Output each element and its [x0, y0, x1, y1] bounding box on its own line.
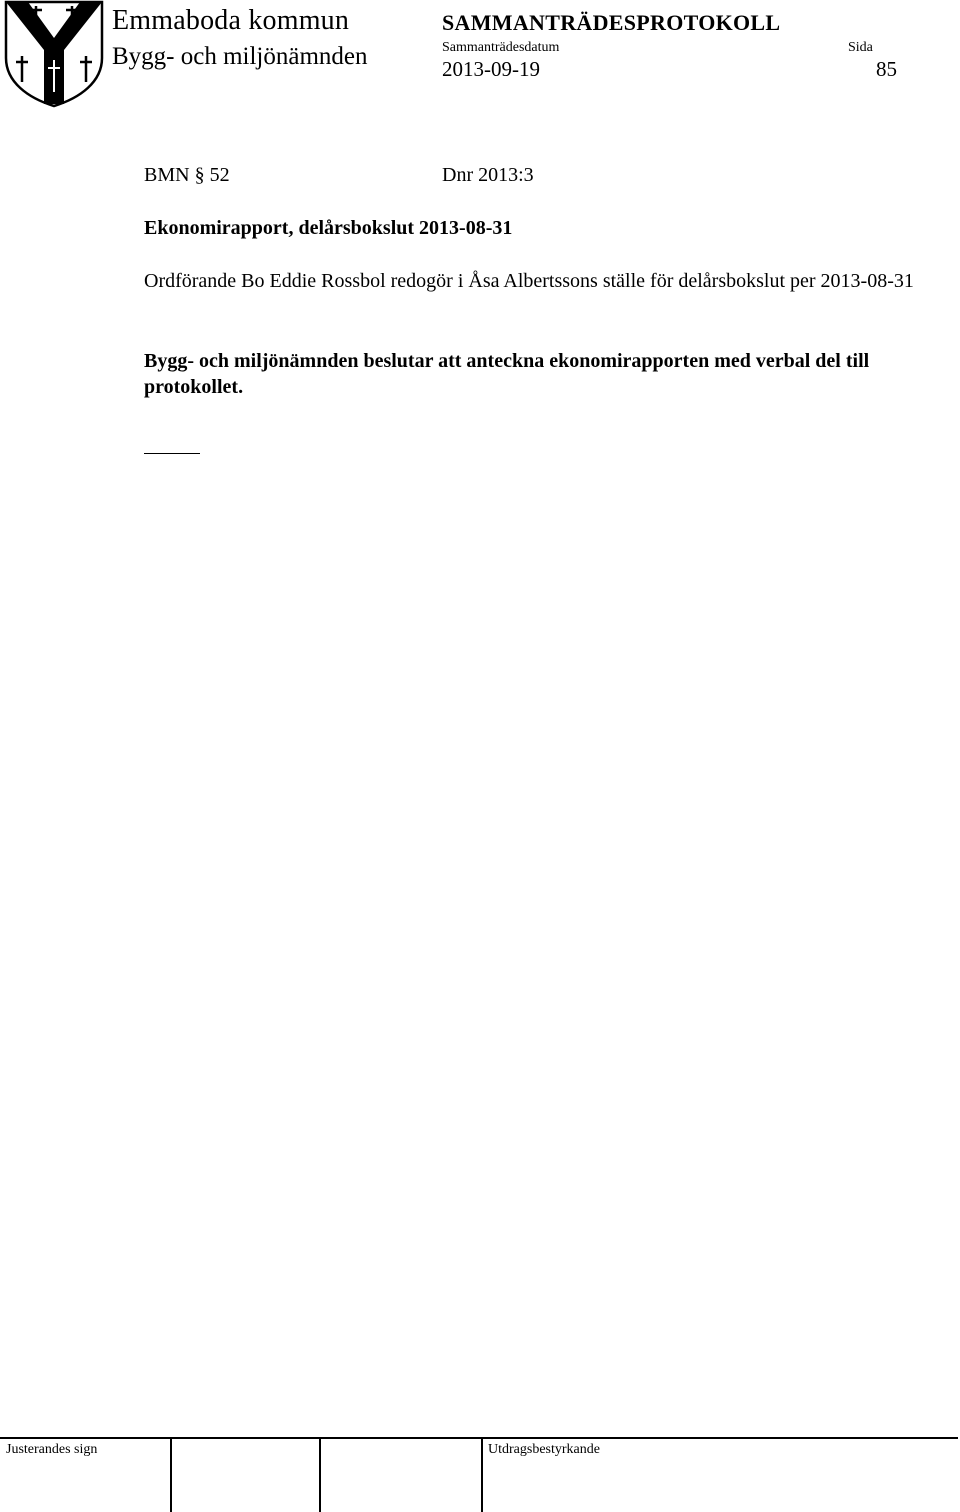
report-paragraph: Ordförande Bo Eddie Rossbol redogör i Åsa Albertssons ställe för delårsbokslut per 2013-08-31: [144, 270, 914, 292]
coat-of-arms-icon: [2, 0, 106, 108]
item-title: Ekonomirapport, delårsbokslut 2013-08-31: [144, 217, 513, 239]
paragraph-reference: BMN § 52: [144, 164, 230, 186]
certified-extract-label: Utdragsbestyrkande: [488, 1442, 600, 1457]
document-type: SAMMANTRÄDESPROTOKOLL: [442, 10, 781, 35]
footer-column-divider: [319, 1438, 321, 1512]
footer-column-divider: [481, 1438, 483, 1512]
page-label: Sida: [848, 40, 873, 55]
registration-number: Dnr 2013:3: [442, 164, 534, 186]
adjuster-signature-label: Justerandes sign: [6, 1442, 98, 1457]
footer-column-divider: [170, 1438, 172, 1512]
meeting-date: 2013-09-19: [442, 57, 540, 81]
municipality-name: Emmaboda kommun: [112, 5, 350, 36]
meeting-date-label: Sammanträdesdatum: [442, 40, 560, 55]
footer-divider: [0, 1437, 958, 1439]
board-name: Bygg- och miljönämnden: [112, 43, 368, 70]
page-number: 85: [876, 57, 897, 81]
decision-paragraph: Bygg- och miljönämnden beslutar att anteckna ekonomirapporten med verbal del till protokollet.: [144, 350, 870, 398]
end-rule: [144, 453, 200, 454]
